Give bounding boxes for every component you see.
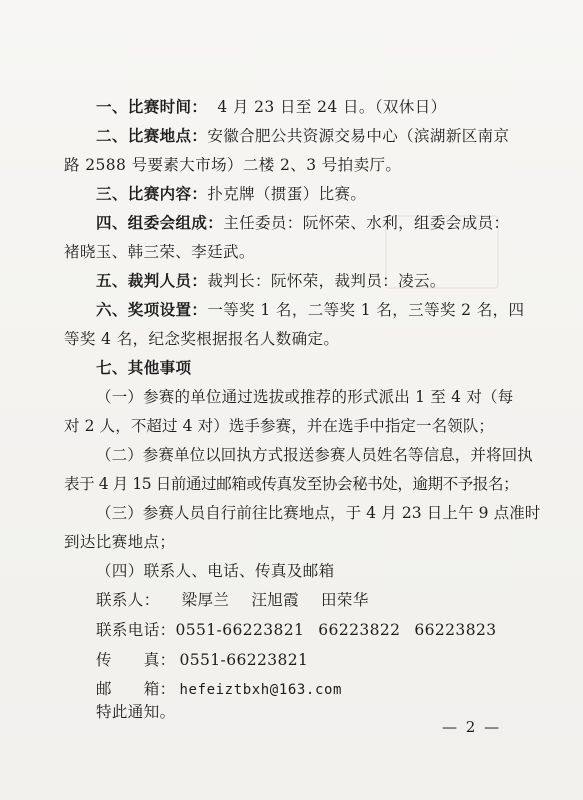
section-content-label: 三、比赛内容： xyxy=(96,184,208,203)
section-time xyxy=(96,97,447,117)
contact-person-1: 梁厚兰 xyxy=(181,591,230,609)
section-place-label: 二、比赛地点： xyxy=(96,126,208,145)
section-committee-value-2: 褚晓玉、韩三荣、李廷武。 xyxy=(64,243,255,261)
section-time-label: 一、比赛时间： xyxy=(96,97,208,116)
item-1-line-2: 对 2 人，不超过 4 对）选手参赛，并在选手中指定一名领队； xyxy=(64,417,495,435)
contact-persons-row xyxy=(96,590,369,610)
section-time-value: 4 月 23 日至 24 日。（双休日） xyxy=(217,98,447,116)
contact-email-row xyxy=(96,679,342,700)
section-content-value: 扑克牌（掼蛋）比赛。 xyxy=(207,185,367,203)
section-place-value-1: 安徽合肥公共资源交易中心（滨湖新区南京 xyxy=(207,127,510,145)
item-3-line-2: 到达比赛地点； xyxy=(64,533,176,551)
item-1-line-1: （一）参赛的单位通过选拔或推荐的形式派出 1 至 4 对（每 xyxy=(96,388,514,406)
contact-email-label: 邮 箱： xyxy=(96,680,176,698)
contact-phone-3: 66223823 xyxy=(414,621,497,639)
contact-email-value: hefeiztbxh@163.com xyxy=(179,682,343,698)
page-number: — 2 — xyxy=(442,718,502,736)
section-awards xyxy=(96,300,524,320)
section-awards-value-2: 等奖 4 名，纪念奖根据报名人数确定。 xyxy=(64,330,340,348)
contact-phone-row xyxy=(96,620,496,640)
contact-person-3: 田荣华 xyxy=(321,591,369,609)
section-committee-value-1: 主任委员：阮怀荣、水利，组委会成员： xyxy=(223,214,510,232)
section-place xyxy=(96,126,509,146)
section-committee-label: 四、组委会组成： xyxy=(96,213,224,232)
contact-phone-label: 联系电话： xyxy=(96,621,176,639)
section-place-value-2: 路 2588 号要素大市场）二楼 2、3 号拍卖厅。 xyxy=(64,156,402,174)
contact-phone-1: 0551-66223821 xyxy=(175,621,305,639)
section-committee xyxy=(96,213,509,233)
contact-fax-row xyxy=(96,650,308,670)
section-referees-label: 五、裁判人员： xyxy=(96,271,208,290)
item-2-line-2: 表于 4 月 15 日前通过邮箱或传真发至协会秘书处，逾期不予报名； xyxy=(64,475,519,493)
section-referees xyxy=(96,271,446,291)
contact-phone-2: 66223822 xyxy=(318,621,401,639)
section-other-label: 七、其他事项 xyxy=(96,358,192,377)
contact-fax-label: 传 真： xyxy=(96,651,176,669)
section-awards-label: 六、奖项设置： xyxy=(96,300,208,319)
section-referees-value: 裁判长：阮怀荣，裁判员：凌云。 xyxy=(207,272,446,290)
contact-fax-value: 0551-66223821 xyxy=(179,651,309,669)
item-3-line-1: （三）参赛人员自行前往比赛地点，于 4 月 23 日上午 9 点准时 xyxy=(96,504,541,522)
section-content xyxy=(96,184,366,204)
closing-text: 特此通知。 xyxy=(96,703,176,721)
contact-person-label: 联系人： xyxy=(96,591,160,609)
section-awards-value-1: 一等奖 1 名，二等奖 1 名，三等奖 2 名，四 xyxy=(207,301,525,319)
item-2-line-1: （二）参赛单位以回执方式报送参赛人员姓名等信息，并将回执 xyxy=(96,446,533,464)
contact-person-2: 汪旭霞 xyxy=(251,591,300,609)
item-4: （四）联系人、电话、传真及邮箱 xyxy=(96,562,335,580)
